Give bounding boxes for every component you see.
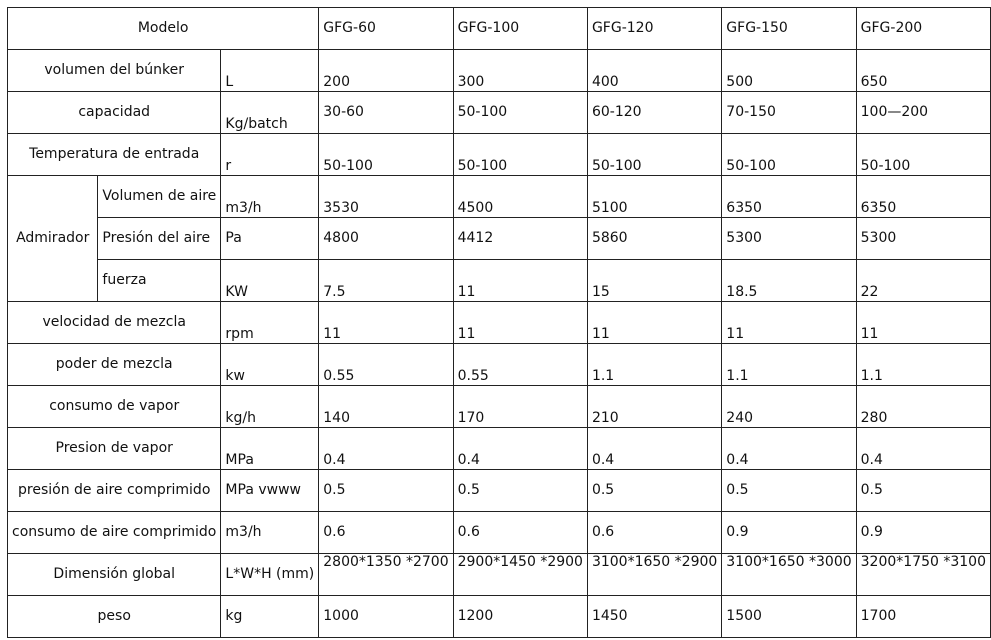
row-label: velocidad de mezcla: [8, 302, 221, 344]
table-row: [8, 134, 991, 176]
cell-value: 15: [587, 260, 721, 302]
cell-value: 200: [319, 50, 453, 92]
row-unit: kg/h: [221, 386, 319, 428]
cell-value: 500: [722, 50, 856, 92]
cell-value: 50-100: [722, 134, 856, 176]
row-label: consumo de aire comprimido: [8, 512, 221, 554]
cell-value: 1.1: [587, 344, 721, 386]
cell-value: 1.1: [722, 344, 856, 386]
table-row: [8, 176, 991, 218]
cell-value: 3200*1750 *3100: [856, 554, 990, 596]
row-label: volumen del búnker: [8, 50, 221, 92]
cell-value: 1200: [453, 596, 587, 638]
cell-value: 60-120: [587, 92, 721, 134]
cell-value: 0.9: [722, 512, 856, 554]
row-label: poder de mezcla: [8, 344, 221, 386]
table-row: [8, 554, 991, 596]
table-row: [8, 428, 991, 470]
model-name: GFG-60: [319, 8, 453, 50]
row-unit: kw: [221, 344, 319, 386]
cell-value: 18.5: [722, 260, 856, 302]
model-name: GFG-100: [453, 8, 587, 50]
cell-value: 0.5: [856, 470, 990, 512]
cell-value: 0.4: [319, 428, 453, 470]
cell-value: 50-100: [856, 134, 990, 176]
header-row: [8, 8, 991, 50]
cell-value: 0.4: [856, 428, 990, 470]
row-label: presión de aire comprimido: [8, 470, 221, 512]
table-row: [8, 596, 991, 638]
cell-value: 0.9: [856, 512, 990, 554]
cell-value: 11: [319, 302, 453, 344]
cell-value: 400: [587, 50, 721, 92]
table-row: [8, 50, 991, 92]
fan-subrow-label: Volumen de aire: [98, 176, 221, 218]
row-unit: m3/h: [221, 176, 319, 218]
row-unit: m3/h: [221, 512, 319, 554]
row-unit: r: [221, 134, 319, 176]
cell-value: 280: [856, 386, 990, 428]
cell-value: 0.6: [319, 512, 453, 554]
table-row: [8, 260, 991, 302]
cell-value: 5300: [722, 218, 856, 260]
cell-value: 0.5: [722, 470, 856, 512]
model-name: GFG-120: [587, 8, 721, 50]
cell-value: 2800*1350 *2700: [319, 554, 453, 596]
cell-value: 4412: [453, 218, 587, 260]
cell-value: 3530: [319, 176, 453, 218]
row-unit: MPa vwww: [221, 470, 319, 512]
cell-value: 22: [856, 260, 990, 302]
table-row: [8, 92, 991, 134]
row-unit: Pa: [221, 218, 319, 260]
cell-value: 4500: [453, 176, 587, 218]
row-unit: MPa: [221, 428, 319, 470]
cell-value: 100—200: [856, 92, 990, 134]
cell-value: 140: [319, 386, 453, 428]
cell-value: 300: [453, 50, 587, 92]
cell-value: 0.5: [319, 470, 453, 512]
row-unit: rpm: [221, 302, 319, 344]
table-row: [8, 470, 991, 512]
cell-value: 0.5: [453, 470, 587, 512]
cell-value: 6350: [856, 176, 990, 218]
row-label: consumo de vapor: [8, 386, 221, 428]
row-unit: L: [221, 50, 319, 92]
cell-value: 3100*1650 *2900: [587, 554, 721, 596]
table-row: [8, 344, 991, 386]
cell-value: 7.5: [319, 260, 453, 302]
cell-value: 0.55: [453, 344, 587, 386]
row-label: Presion de vapor: [8, 428, 221, 470]
model-name: GFG-200: [856, 8, 990, 50]
cell-value: 50-100: [319, 134, 453, 176]
cell-value: 3100*1650 *3000: [722, 554, 856, 596]
cell-value: 30-60: [319, 92, 453, 134]
cell-value: 11: [856, 302, 990, 344]
cell-value: 4800: [319, 218, 453, 260]
model-header: Modelo: [8, 8, 319, 50]
cell-value: 50-100: [453, 92, 587, 134]
table-row: [8, 218, 991, 260]
cell-value: 5300: [856, 218, 990, 260]
cell-value: 70-150: [722, 92, 856, 134]
row-unit: Kg/batch: [221, 92, 319, 134]
row-label: peso: [8, 596, 221, 638]
cell-value: 11: [453, 260, 587, 302]
cell-value: 650: [856, 50, 990, 92]
cell-value: 11: [722, 302, 856, 344]
fan-subrow-label: Presión del aire: [98, 218, 221, 260]
cell-value: 5100: [587, 176, 721, 218]
cell-value: 1700: [856, 596, 990, 638]
table-row: [8, 302, 991, 344]
row-label: capacidad: [8, 92, 221, 134]
cell-value: 240: [722, 386, 856, 428]
row-label: Temperatura de entrada: [8, 134, 221, 176]
cell-value: 0.4: [722, 428, 856, 470]
cell-value: 50-100: [453, 134, 587, 176]
cell-value: 1000: [319, 596, 453, 638]
fan-group-label: Admirador: [8, 176, 98, 302]
cell-value: 0.4: [453, 428, 587, 470]
cell-value: 1.1: [856, 344, 990, 386]
row-label: Dimensión global: [8, 554, 221, 596]
cell-value: 1450: [587, 596, 721, 638]
cell-value: 0.6: [587, 512, 721, 554]
fan-subrow-label: fuerza: [98, 260, 221, 302]
cell-value: 0.4: [587, 428, 721, 470]
cell-value: 6350: [722, 176, 856, 218]
cell-value: 0.6: [453, 512, 587, 554]
table-row: [8, 512, 991, 554]
cell-value: 5860: [587, 218, 721, 260]
table-row: [8, 386, 991, 428]
cell-value: 1500: [722, 596, 856, 638]
cell-value: 50-100: [587, 134, 721, 176]
spec-table: [7, 7, 991, 638]
cell-value: 0.5: [587, 470, 721, 512]
cell-value: 0.55: [319, 344, 453, 386]
row-unit: KW: [221, 260, 319, 302]
model-name: GFG-150: [722, 8, 856, 50]
cell-value: 11: [587, 302, 721, 344]
cell-value: 210: [587, 386, 721, 428]
cell-value: 170: [453, 386, 587, 428]
cell-value: 2900*1450 *2900: [453, 554, 587, 596]
row-unit: L*W*H (mm): [221, 554, 319, 596]
cell-value: 11: [453, 302, 587, 344]
row-unit: kg: [221, 596, 319, 638]
